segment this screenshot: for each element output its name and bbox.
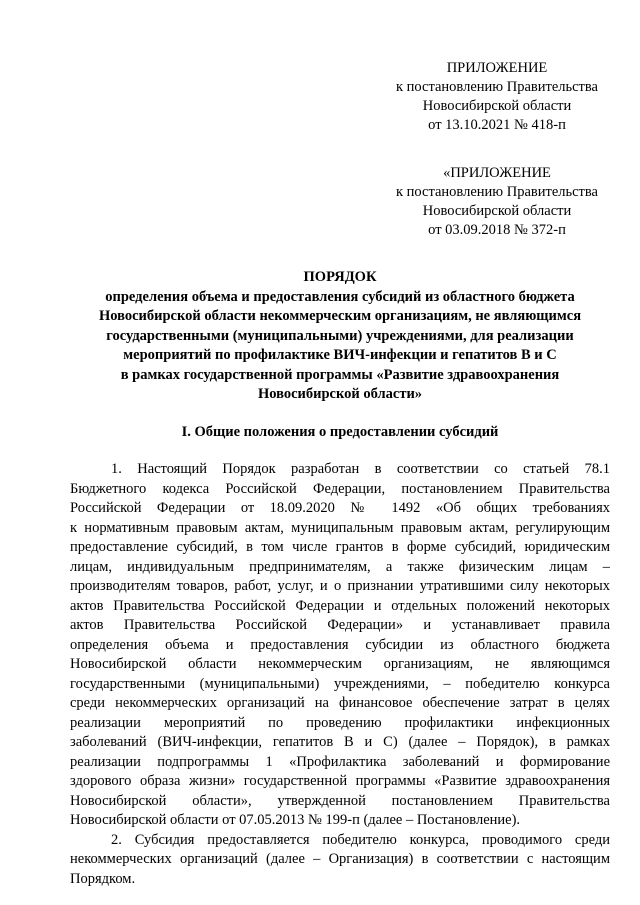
text-line: здорового образа жизни» государственной программы «Развитие здравоохранения [70,773,610,789]
document-title [70,268,610,405]
text-line: 2. Субсидия предоставляется победителю конкурса, проводимого среди [111,831,610,848]
text-line: лицам, индивидуальным предпринимателям, а также физическим лицам – [70,558,610,575]
title-line: в рамках государственной программы «Развитие здравоохранения [120,366,560,383]
title-line: Новосибирской области некоммерческим организациям, не являющимся [98,308,582,324]
text-line: определения объема и предоставления субсидии из областного бюджета [70,636,610,653]
text-line: заболеваний (ВИЧ-инфекции, гепатитов В и С) (далее – Порядок), в рамках [70,734,610,750]
text-line: производителям товаров, работ, услуг, и о признании утратившими силу некоторых [70,578,610,594]
approval-date: от 03.09.2018 № 372-п [428,222,566,238]
text-line: Новосибирской области от 07.05.2013 № 199-п (далее – Постановление). [70,812,521,828]
text-line: реализации мероприятий по проведению профилактики инфекционных [70,714,610,731]
text-line: Новосибирской области некоммерческим организациям, не являющимся [70,656,610,672]
approval-line: к постановлению Правительства [396,184,598,200]
text-line: некоммерческих организаций (далее – Организация) в соответствии с настоящим [70,851,610,867]
section-body [70,460,610,889]
paragraph-2 [70,831,610,890]
text-line: предоставление субсидий, в том числе грантов в форме субсидий, юридическим [70,539,610,555]
text-line: к нормативным правовым актам, муниципальным правовым актам, регулирующим [70,519,610,536]
text-line: Бюджетного кодекса Российской Федерации, постановлением Правительства [70,480,610,497]
text-line: среди некоммерческих организаций на финансовое обеспечение затрат в целях [70,695,610,711]
paragraph-1 [70,460,610,831]
section-heading: I. Общие положения о предоставлении субсидий [181,424,499,440]
text-line: 1. Настоящий Порядок разработан в соответствии со статьей 78.1 [111,461,610,477]
text-line: актов Правительства Российской Федерации» и устанавливает правила [70,617,610,633]
text-line: Новосибирской области», утвержденной постановлением Правительства [70,792,610,809]
title-line: государственными (муниципальными) учреждениями, для реализации [106,327,574,344]
text-line: Порядком. [70,870,136,887]
text-line: актов Правительства Российской Федерации и отдельных положений некоторых [70,597,610,614]
approval-date: от 13.10.2021 № 418-п [428,117,566,133]
approval-line: Новосибирской области [422,203,572,219]
approval-stamp-current [382,59,612,135]
title-line: мероприятий по профилактике ВИЧ-инфекции и гепатитов В и С [123,347,557,363]
approval-stamp-previous [382,164,612,240]
approval-title: ПРИЛОЖЕНИЕ [446,60,548,76]
title-line: определения объема и предоставления субсидий из областного бюджета [105,288,575,305]
title-main: ПОРЯДОК [303,269,377,285]
approval-line: к постановлению Правительства [396,79,598,95]
text-line: государственными (муниципальными) учреждениями, – победителю конкурса [70,675,610,692]
text-line: реализации подпрограммы 1 «Профилактика заболеваний и формирование [70,753,610,770]
title-line: Новосибирской области» [257,386,423,402]
approval-title: «ПРИЛОЖЕНИЕ [443,165,551,181]
approval-line: Новосибирской области [422,98,572,114]
text-line: Российской Федерации от 18.09.2020 № 1492 «Об общих требованиях [70,500,610,516]
